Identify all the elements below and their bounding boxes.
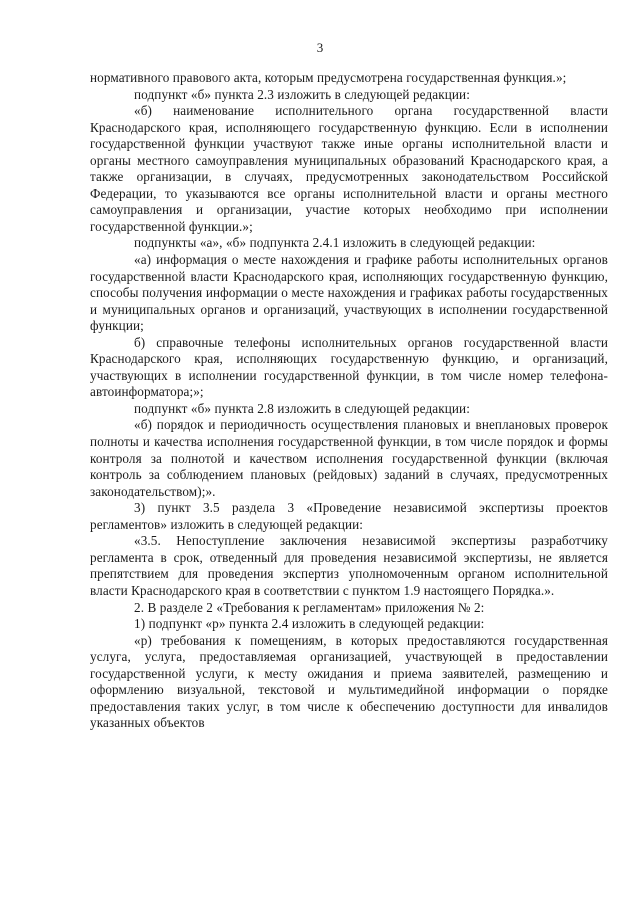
paragraph: «а) информация о месте нахождения и графике работы исполнительных органов государственной власти Краснодарского края, исполняющих государственную функцию, способы получения информации о месте нахождения и графиках работы государственных и муниципальных органов и организаций, участвующих в исполнении государственной функции; (90, 252, 608, 334)
paragraph: подпункт «б» пункта 2.3 изложить в следующей редакции: (134, 86, 470, 102)
paragraph: 2. В разделе 2 «Требования к регламентам» приложения № 2: (134, 599, 485, 615)
paragraph: 1) подпункт «р» пункта 2.4 изложить в следующей редакции: (134, 616, 485, 632)
paragraph: «б) наименование исполнительного органа государственной власти Краснодарского края, исполняющего государственную функцию. Если в исполнении государственной функции участвуют также иные органы исполнительной власти и органы местного самоуправления муниципальных образований Краснодарского края, а также организации, в случаях, предусмотренных законодательством Российской Федерации, то указываются все органы исполнительной власти и органы местного самоуправления и организации, участие которых необходимо при исполнении государственной функции.»; (90, 103, 608, 234)
paragraph: б) справочные телефоны исполнительных органов государственной власти Краснодарского края, исполняющих государственную функцию, и организаций, участвующих в исполнении государственной функции, в том числе номер телефона-автоинформатора;»; (90, 334, 608, 400)
paragraph: «р) требования к помещениям, в которых предоставляются государственная услуга, услуга, предоставляемая организацией, участвующей в предоставлении государственной услуги, к месту ожидания и приема заявителей, размещению и оформлению визуальной, текстовой и мультимедийной информации о порядке предоставления таких услуг, в том числе к обеспечению доступности для инвалидов указанных объектов (90, 632, 608, 731)
page-number: 3 (316, 40, 324, 55)
paragraph: «б) порядок и периодичность осуществления плановых и внеплановых проверок полноты и качества исполнения государственной функции, в том числе порядок и формы контроля за полнотой и качеством исполнения государственной функции (включая контроль за соблюдением плановых (рейдовых) заданий в случаях, предусмотренных законодательством);». (90, 417, 608, 499)
paragraph: нормативного правового акта, которым предусмотрена государственная функция.»; (90, 70, 567, 85)
paragraph: подпункт «б» пункта 2.8 изложить в следующей редакции: (134, 400, 470, 416)
paragraph: подпункты «а», «б» подпункта 2.4.1 изложить в следующей редакции: (134, 235, 536, 251)
paragraph: «3.5. Непоступление заключения независимой экспертизы разработчику регламента в срок, отведенный для проведения независимой экспертизы, не является препятствием для проведения экспертиз уполномоченным органом исполнительной власти Краснодарского края в соответствии с пунктом 1.9 настоящего Порядка.». (90, 533, 608, 598)
paragraph: 3) пункт 3.5 раздела 3 «Проведение независимой экспертизы проектов регламентов» изложить в следующей редакции: (90, 500, 608, 532)
document-body (90, 70, 608, 732)
